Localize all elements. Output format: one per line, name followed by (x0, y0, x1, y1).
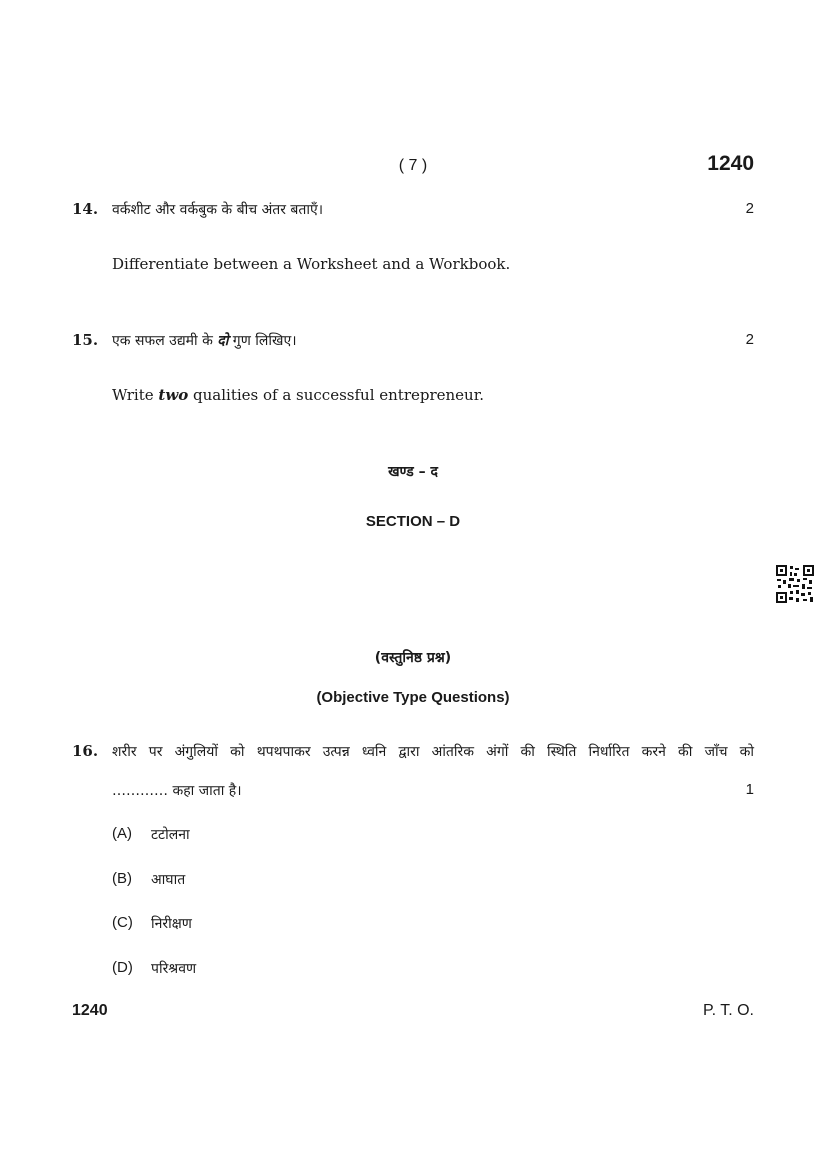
question-16-number: 16. (72, 742, 99, 760)
option-d-label: (D) (112, 959, 133, 976)
section-heading-english: SECTION – D (365, 513, 461, 530)
question-15-number: 15. (72, 331, 99, 349)
option-b-label: (B) (112, 870, 132, 887)
question-14-number: 14. (72, 200, 99, 218)
option-c-text: निरीक्षण (151, 916, 192, 932)
question-14-hindi: वर्कशीट और वर्कबुक के बीच अंतर बताएँ। (112, 202, 324, 218)
emphasis-two-hindi: दो (217, 333, 229, 349)
question-16-line-1: शरीर पर अंगुलियों को थपथपाकर उत्पन्न ध्वनि द्वारा आंतरिक अंगों की स्थिति निर्धारित करने की जाँच को (112, 744, 754, 760)
pto-label: P. T. O. (703, 1002, 754, 1019)
question-16-line-2: ………… कहा जाता है। (112, 783, 242, 799)
option-a-text: टटोलना (151, 827, 190, 843)
paper-code-footer: 1240 (72, 1002, 108, 1019)
qr-code-icon (776, 565, 814, 603)
question-14-english: Differentiate between a Worksheet and a Workbook. (112, 255, 511, 273)
section-heading-hindi: खण्ड – द (388, 464, 438, 480)
page-number: ( 7 ) (398, 157, 428, 174)
objective-heading-english: (Objective Type Questions) (316, 689, 510, 706)
option-d-text: परिश्रवण (151, 961, 197, 977)
question-15-english: Write two qualities of a successful entrepreneur. (112, 386, 485, 404)
emphasis-two-english: two (158, 386, 189, 404)
question-14-marks: 2 (745, 200, 754, 217)
paper-code-header: 1240 (707, 152, 754, 175)
question-15-marks: 2 (745, 331, 754, 348)
question-15-hindi: एक सफल उद्यमी के दो गुण लिखिए। (112, 333, 297, 349)
option-a-label: (A) (112, 825, 132, 842)
objective-heading-hindi: (वस्तुनिष्ठ प्रश्न) (374, 650, 452, 666)
option-b-text: आघात (151, 872, 186, 888)
question-16-marks: 1 (745, 781, 754, 798)
option-c-label: (C) (112, 914, 133, 931)
